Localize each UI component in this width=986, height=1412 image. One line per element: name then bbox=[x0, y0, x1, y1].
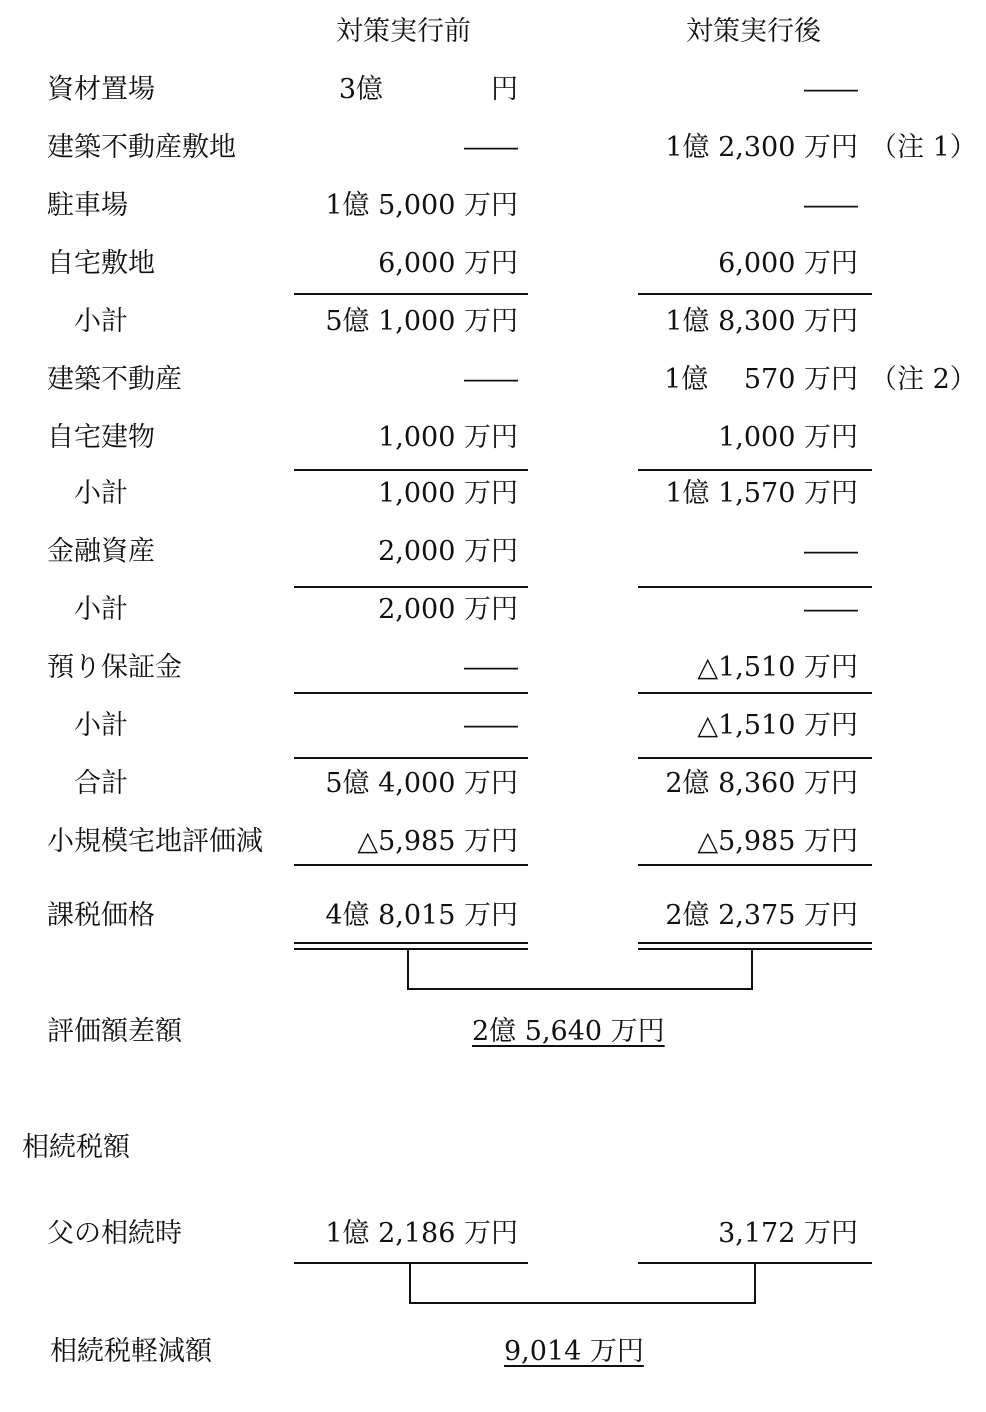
tax-reduction-value: 9,014 万円 bbox=[504, 1336, 644, 1367]
row-after-parking: ―― bbox=[804, 190, 858, 221]
row-after-taxable-value: 2億 2,375 万円 bbox=[665, 900, 858, 931]
row-before-deposits: ―― bbox=[464, 652, 518, 683]
row-before-subtotal-building: 1,000 万円 bbox=[378, 478, 518, 509]
row-before-building: ―― bbox=[464, 364, 518, 395]
valuation-diff-label: 評価額差額 bbox=[47, 1016, 182, 1047]
divider bbox=[294, 469, 528, 471]
row-before-small-land-reduction: △5,985 万円 bbox=[357, 826, 518, 857]
row-after-building-site: 1億 2,300 万円 bbox=[665, 132, 858, 163]
row-after-total: 2億 8,360 万円 bbox=[665, 768, 858, 799]
row-before-home-site: 6,000 万円 bbox=[378, 248, 518, 279]
valuation-diff-value: 2億 5,640 万円 bbox=[472, 1016, 665, 1047]
tax-reduction-label: 相続税軽減額 bbox=[50, 1336, 212, 1367]
divider bbox=[638, 692, 872, 694]
row-label-subtotal-building: 小計 bbox=[47, 478, 128, 509]
row-before-financial-assets: 2,000 万円 bbox=[378, 536, 518, 567]
comparison-bracket bbox=[407, 948, 753, 990]
divider bbox=[294, 692, 528, 694]
note-2: （注 2） bbox=[870, 364, 977, 395]
row-label-home-building: 自宅建物 bbox=[47, 422, 155, 453]
row-label-subtotal-financial: 小計 bbox=[47, 594, 128, 625]
row-label-parking: 駐車場 bbox=[47, 190, 128, 221]
row-after-subtotal-land: 1億 8,300 万円 bbox=[665, 306, 858, 337]
row-after-home-building: 1,000 万円 bbox=[718, 422, 858, 453]
row-after-subtotal-financial: ―― bbox=[804, 594, 858, 625]
row-before-building-site: ―― bbox=[464, 132, 518, 163]
row-label-total: 合計 bbox=[47, 768, 128, 799]
row-after-financial-assets: ―― bbox=[804, 536, 858, 567]
row-before-home-building: 1,000 万円 bbox=[378, 422, 518, 453]
row-after-subtotal-deposits: △1,510 万円 bbox=[697, 710, 858, 741]
row-after-home-site: 6,000 万円 bbox=[718, 248, 858, 279]
divider bbox=[638, 864, 872, 866]
divider bbox=[294, 293, 528, 295]
header-after: 対策実行後 bbox=[686, 16, 821, 47]
row-label-home-site: 自宅敷地 bbox=[47, 248, 155, 279]
divider bbox=[638, 469, 872, 471]
divider bbox=[294, 864, 528, 866]
row-before-subtotal-land: 5億 1,000 万円 bbox=[325, 306, 518, 337]
row-before-subtotal-financial: 2,000 万円 bbox=[378, 594, 518, 625]
row-label-small-land-reduction: 小規模宅地評価減 bbox=[47, 826, 263, 857]
divider bbox=[294, 586, 528, 588]
row-after-deposits: △1,510 万円 bbox=[697, 652, 858, 683]
row-before-parking: 1億 5,000 万円 bbox=[325, 190, 518, 221]
divider bbox=[638, 586, 872, 588]
inheritance-tax-title: 相続税額 bbox=[22, 1132, 130, 1163]
row-after-materials-yard: ―― bbox=[804, 74, 858, 105]
header-before: 対策実行前 bbox=[336, 16, 471, 47]
row-label-financial-assets: 金融資産 bbox=[47, 536, 155, 567]
row-before-taxable-value: 4億 8,015 万円 bbox=[325, 900, 518, 931]
row-label-father-inheritance: 父の相続時 bbox=[47, 1218, 182, 1249]
row-label-deposits: 預り保証金 bbox=[47, 652, 182, 683]
row-after-building: 1億 570 万円 bbox=[664, 364, 858, 395]
row-before-total: 5億 4,000 万円 bbox=[325, 768, 518, 799]
row-label-materials-yard: 資材置場 bbox=[47, 74, 155, 105]
row-label-subtotal-deposits: 小計 bbox=[47, 710, 128, 741]
row-after-subtotal-building: 1億 1,570 万円 bbox=[665, 478, 858, 509]
row-label-building: 建築不動産 bbox=[47, 364, 182, 395]
note-1: （注 1） bbox=[870, 132, 977, 163]
row-before-father-inheritance: 1億 2,186 万円 bbox=[325, 1218, 518, 1249]
divider bbox=[294, 757, 528, 759]
divider bbox=[638, 757, 872, 759]
row-label-building-site: 建築不動産敷地 bbox=[47, 132, 236, 163]
comparison-bracket bbox=[409, 1264, 756, 1304]
row-after-father-inheritance: 3,172 万円 bbox=[718, 1218, 858, 1249]
divider bbox=[638, 293, 872, 295]
row-before-subtotal-deposits: ―― bbox=[464, 710, 518, 741]
row-label-taxable-value: 課税価格 bbox=[47, 900, 155, 931]
row-before-materials-yard: 3億 円 bbox=[338, 74, 518, 105]
row-label-subtotal-land: 小計 bbox=[47, 306, 128, 337]
row-after-small-land-reduction: △5,985 万円 bbox=[697, 826, 858, 857]
